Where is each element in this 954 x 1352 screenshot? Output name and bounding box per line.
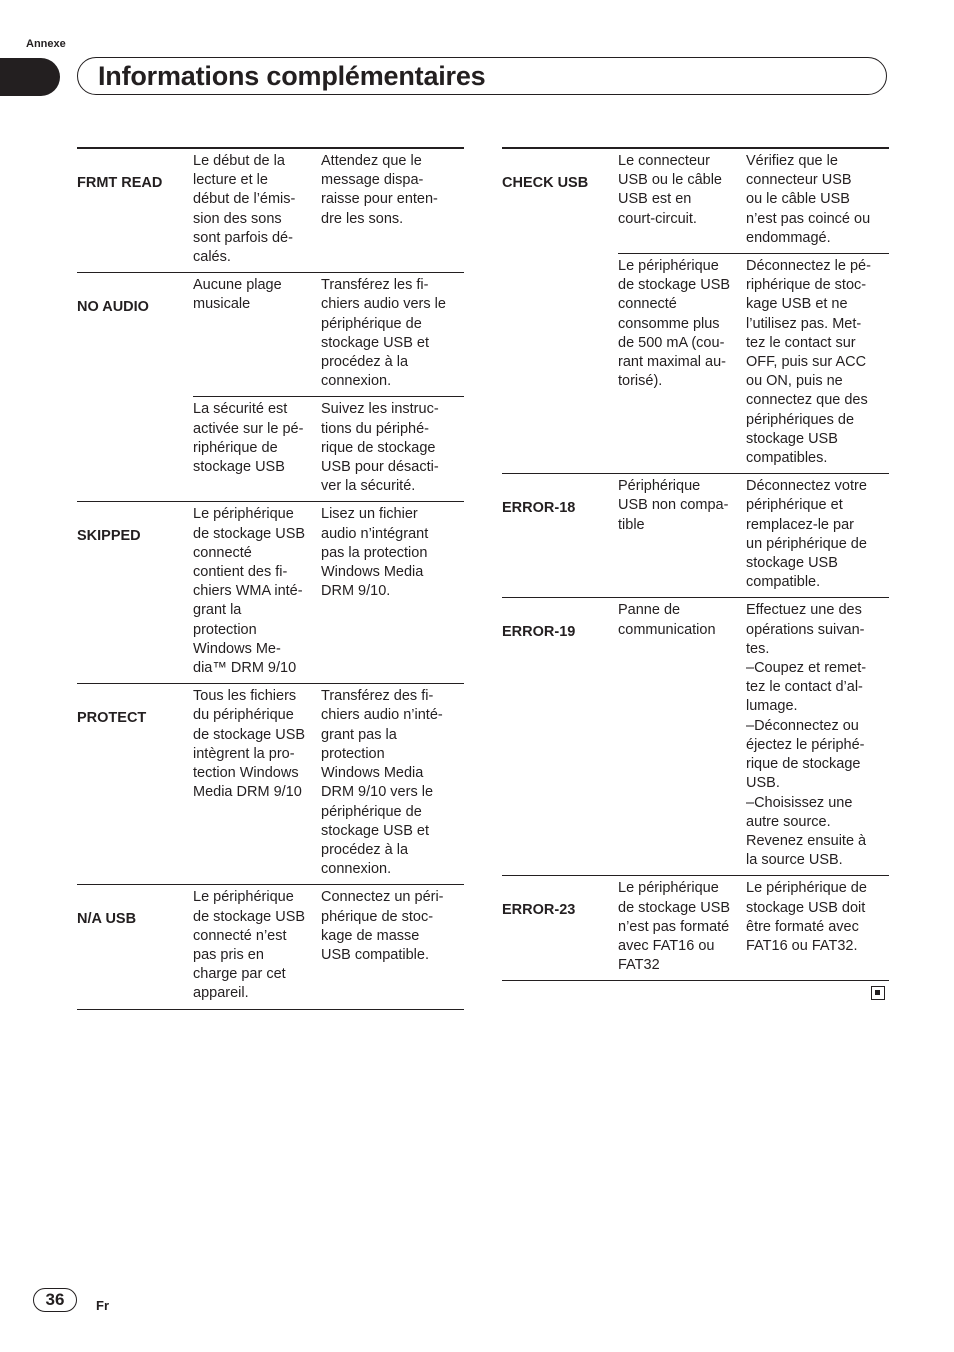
- entry: [193, 885, 464, 1008]
- entries: [618, 598, 889, 875]
- entry: [193, 273, 464, 396]
- entries: [193, 273, 464, 501]
- entries: [618, 149, 889, 473]
- language-label: Fr: [96, 1298, 109, 1313]
- page-number: 36: [33, 1288, 77, 1312]
- cause-text: Aucune plage musicale: [193, 277, 282, 313]
- entries: [193, 885, 464, 1008]
- table-row: [502, 149, 889, 474]
- end-of-section-icon: [871, 986, 885, 1000]
- table-row: [502, 876, 889, 981]
- entries: [193, 502, 464, 683]
- table-row: [502, 474, 889, 598]
- action-text: Vérifiez que le connecteur USB ou le câble USB n’est pas coincé ou endommagé.: [746, 153, 871, 246]
- entry: [618, 149, 889, 253]
- cause-text: Le connecteur USB ou le câble USB est en court-circuit.: [618, 153, 722, 227]
- page-title: Informations complémentaires: [98, 61, 486, 91]
- cause-text: Périphérique USB non compa- tible: [618, 478, 729, 533]
- cause-text: Le périphérique de stockage USB connecté consomme plus de 500 mA (cou- rant maximal au- torisé).: [618, 258, 731, 390]
- entries: [618, 876, 889, 980]
- entry: [193, 149, 464, 272]
- entry: [618, 253, 889, 473]
- cause-text: Le début de la lecture et le début de l’émis- sion des sons sont parfois dé- calés.: [193, 153, 296, 266]
- action-text: Lisez un fichier audio n’intégrant pas la protection Windows Media DRM 9/10.: [321, 506, 429, 600]
- entry: [193, 684, 464, 884]
- error-table-right: [502, 147, 889, 981]
- table-row: [77, 149, 464, 273]
- entry: [618, 876, 889, 980]
- cause-text: Le périphérique de stockage USB connecté contient des fi- chiers WMA inté- grant la protection Windows Me- dia™ DRM 9/10: [193, 506, 306, 677]
- error-code: SKIPPED: [77, 528, 141, 545]
- table-row: [77, 885, 464, 1009]
- error-code: PROTECT: [77, 710, 147, 727]
- cause-text: Le périphérique de stockage USB n’est pas formaté avec FAT16 ou FAT32: [618, 880, 731, 974]
- entry: [618, 474, 889, 597]
- action-text: Attendez que le message dispa- raisse pour enten- dre les sons.: [321, 153, 438, 227]
- action-text: Connectez un péri- phérique de stoc- kage de masse USB compatible.: [321, 889, 444, 963]
- error-code: NO AUDIO: [77, 299, 149, 316]
- entries: [193, 149, 464, 272]
- cause-text: Tous les fichiers du périphérique de stockage USB intègrent la pro- tection Windows Media DRM 9/10: [193, 688, 306, 801]
- table-row: [77, 502, 464, 684]
- action-text: Déconnectez votre périphérique et remplacez-le par un périphérique de stockage USB compatible.: [746, 478, 867, 591]
- error-code: ERROR-23: [502, 902, 576, 919]
- entries: [618, 474, 889, 597]
- cause-text: La sécurité est activée sur le pé- riphérique de stockage USB: [193, 401, 304, 476]
- cause-text: Panne de communication: [618, 602, 716, 638]
- error-code: ERROR-19: [502, 624, 576, 641]
- table-row: [502, 598, 889, 876]
- action-text: Effectuez une des opérations suivan- tes. –Coupez et remet- tez le contact d’al- lumage. –Déconnectez ou éjectez le périphé- rique de stockage USB. –Choisissez une autre source. Revenez ensuite à la source USB.: [746, 602, 867, 869]
- error-code: N/A USB: [77, 911, 137, 928]
- action-text: Déconnectez le pé- riphérique de stoc- kage USB et ne l’utilisez pas. Met- tez le contact sur OFF, puis sur ACC ou ON, puis ne connectez que des périphériques de stockage USB compatibles.: [746, 258, 871, 467]
- action-text: Le périphérique de stockage USB doit être formaté avec FAT16 ou FAT32.: [746, 880, 867, 954]
- action-text: Transférez les fi- chiers audio vers le périphérique de stockage USB et procédez à la connexion.: [321, 277, 446, 390]
- title-box: [77, 57, 887, 95]
- table-row: [77, 684, 464, 885]
- entry: [193, 396, 464, 501]
- section-tab: [0, 58, 60, 96]
- error-code: CHECK USB: [502, 175, 589, 191]
- action-text: Transférez des fi- chiers audio n’inté- grant pas la protection Windows Media DRM 9/10 vers le périphérique de stockage USB et procédez à la connexion.: [321, 688, 443, 878]
- table-row: [77, 273, 464, 502]
- error-table-left: [77, 147, 464, 1010]
- error-code: ERROR-18: [502, 500, 576, 517]
- entries: [193, 684, 464, 884]
- section-label: Annexe: [26, 38, 66, 50]
- entry: [618, 598, 889, 875]
- cause-text: Le périphérique de stockage USB connecté n’est pas pris en charge par cet appareil.: [193, 889, 306, 1002]
- entry: [193, 502, 464, 683]
- action-text: Suivez les instruc- tions du périphé- rique de stockage USB pour désacti- ver la sécurité.: [321, 401, 439, 495]
- error-code: FRMT READ: [77, 175, 163, 191]
